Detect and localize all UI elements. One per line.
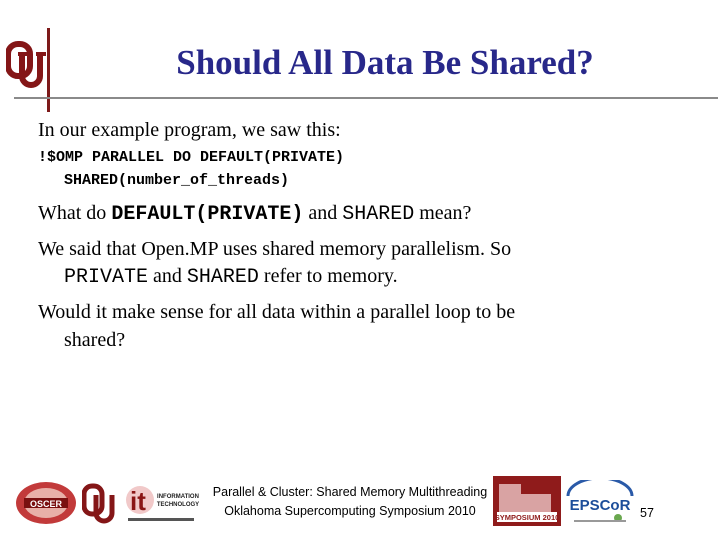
svg-text:INFORMATION: INFORMATION — [157, 494, 199, 500]
text-line-would-it: Would it make sense for all data within a parallel loop to be — [38, 301, 516, 323]
code-line-2: SHARED(number_of_threads) — [64, 172, 290, 189]
text-line-intro: In our example program, we saw this: — [38, 119, 341, 141]
header-vertical-rule — [47, 28, 50, 112]
ou-logo-icon — [6, 38, 46, 94]
svg-text:SYMPOSIUM 2010: SYMPOSIUM 2010 — [494, 513, 560, 522]
page-number: 57 — [640, 506, 654, 520]
question-post: mean? — [414, 202, 472, 224]
question-code-default-private: DEFAULT(PRIVATE) — [111, 203, 304, 226]
slide-title: Should All Data Be Shared? — [176, 43, 594, 82]
text-line-shared-memory: We said that Open.MP uses shared memory parallelism. So — [38, 238, 512, 260]
svg-text:EPSCoR: EPSCoR — [569, 497, 631, 514]
header-horizontal-rule — [14, 97, 718, 99]
text-line-shared-q: shared? — [64, 329, 126, 351]
code-shared: SHARED — [186, 266, 259, 289]
svg-text:OSCER: OSCER — [29, 499, 63, 509]
svg-text:TECHNOLOGY: TECHNOLOGY — [156, 502, 200, 508]
question-pre: What do — [38, 202, 112, 224]
code-private: PRIVATE — [64, 266, 149, 289]
it-logo-icon — [120, 480, 200, 526]
question-code-shared: SHARED — [342, 203, 415, 226]
text-line-refer-memory — [64, 264, 398, 290]
footer-line-2: Oklahoma Supercomputing Symposium 2010 — [224, 504, 476, 518]
question-mid: and — [303, 202, 343, 224]
epscor-logo-icon — [564, 480, 636, 526]
text-line-question — [38, 201, 471, 227]
refer-mid: and — [148, 265, 187, 287]
code-line-1: !$OMP PARALLEL DO DEFAULT(PRIVATE) — [38, 149, 345, 166]
footer-line-1: Parallel & Cluster: Shared Memory Multithreading — [212, 485, 488, 499]
symposium-2010-logo-icon — [493, 476, 561, 526]
ou-footer-logo-icon — [82, 483, 118, 527]
refer-post: refer to memory. — [258, 265, 398, 287]
svg-text:it: it — [130, 486, 146, 516]
footer-caption — [200, 483, 500, 521]
oscer-logo-icon — [14, 480, 78, 526]
